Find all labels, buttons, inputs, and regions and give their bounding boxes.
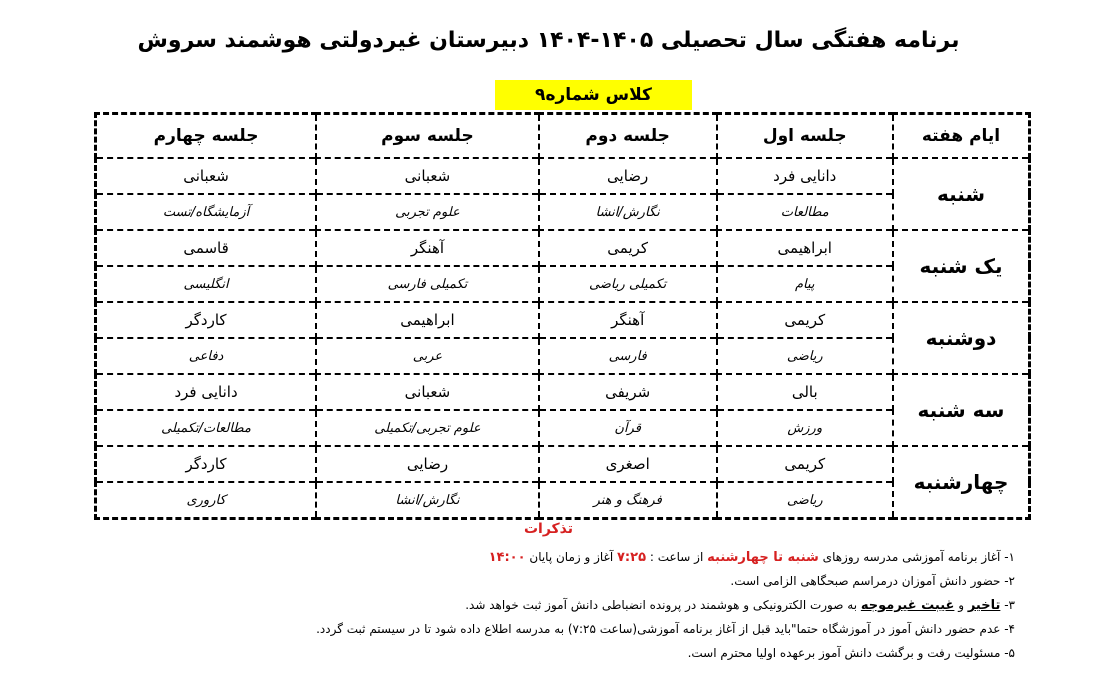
teacher-cell: شعبانی (316, 158, 539, 194)
table-row (96, 410, 1030, 446)
day-cell: دوشنبه (893, 302, 1030, 374)
header-session-4: جلسه چهارم (96, 114, 317, 159)
teacher-cell: ابراهیمی (717, 230, 893, 266)
subject-cell: علوم تجربی (316, 194, 539, 230)
subject-cell: پیام (717, 266, 893, 302)
subject-cell: عربی (316, 338, 539, 374)
teacher-cell: دانایی فرد (717, 158, 893, 194)
table-row (96, 446, 1030, 482)
note-1-start-time: ۷:۲۵ (617, 550, 647, 565)
subject-cell: تکمیلی ریاضی (539, 266, 717, 302)
day-cell: شنبه (893, 158, 1030, 230)
table-row (96, 266, 1030, 302)
note-1-text-a: ۱- آغاز برنامه آموزشی مدرسه روزهای (822, 550, 1015, 564)
note-4: ۴- عدم حضور دانش آموز در آموزشگاه حتما"باید قبل از آغاز برنامه آموزشی(ساعت ۷:۲۵) به مدرسه اطلاع داده شود تا در سیستم ثبت گردد. (316, 622, 1015, 636)
teacher-cell: کاردگر (96, 446, 317, 482)
note-5: ۵- مسئولیت رفت و برگشت دانش آموز برعهده اولیا محترم است. (687, 646, 1015, 660)
subject-cell: نگارش/انشا (316, 482, 539, 519)
teacher-cell: دانایی فرد (96, 374, 317, 410)
subject-cell: مطالعات/تکمیلی (96, 410, 317, 446)
subject-cell: ریاضی (717, 482, 893, 519)
note-3-and: و (958, 598, 965, 612)
subject-cell: ریاضی (717, 338, 893, 374)
teacher-cell: کریمی (539, 230, 717, 266)
note-3-text: به صورت الکترونیکی و هوشمند در پرونده انضباطی دانش آموز ثبت خواهد شد. (465, 598, 858, 612)
subject-cell: نگارش/انشا (539, 194, 717, 230)
schedule-table (94, 112, 1031, 520)
note-3-number: ۳- (1004, 598, 1015, 612)
subject-cell: آزمایشگاه/تست (96, 194, 317, 230)
table-row (96, 338, 1030, 374)
page-title: برنامه هفتگی سال تحصیلی ۱۴۰۵-۱۴۰۴ دبیرستان غیردولتی هوشمند سروش (137, 28, 960, 53)
table-row (96, 374, 1030, 410)
notes-list (115, 545, 1015, 665)
teacher-cell: ابراهیمی (316, 302, 539, 338)
header-session-1: جلسه اول (717, 114, 893, 159)
day-cell: سه شنبه (893, 374, 1030, 446)
note-3-delay: تاخیر (967, 598, 1001, 613)
notes-title: تذکرات (523, 521, 574, 537)
note-3-absence: غیبت غیرموجه (860, 598, 955, 613)
note-1-text-b: از ساعت : (649, 550, 704, 564)
subject-cell: مطالعات (717, 194, 893, 230)
subject-cell: قرآن (539, 410, 717, 446)
day-cell: یک شنبه (893, 230, 1030, 302)
teacher-cell: کاردگر (96, 302, 317, 338)
teacher-cell: شعبانی (96, 158, 317, 194)
subject-cell: انگلیسی (96, 266, 317, 302)
subject-cell: تکمیلی فارسی (316, 266, 539, 302)
header-session-3: جلسه سوم (316, 114, 539, 159)
header-session-2: جلسه دوم (539, 114, 717, 159)
table-row (96, 482, 1030, 519)
teacher-cell: شعبانی (316, 374, 539, 410)
table-row (96, 158, 1030, 194)
teacher-cell: کریمی (717, 302, 893, 338)
subject-cell: علوم تجربی/تکمیلی (316, 410, 539, 446)
note-1-days: شنبه تا چهارشنبه (707, 550, 819, 565)
teacher-cell: رضایی (539, 158, 717, 194)
teacher-cell: آهنگر (539, 302, 717, 338)
note-3 (115, 593, 1015, 617)
header-days: ایام هفته (893, 114, 1030, 159)
subject-cell: فرهنگ و هنر (539, 482, 717, 519)
note-1-text-c: آغاز و زمان پایان (529, 550, 614, 564)
subject-cell: ورزش (717, 410, 893, 446)
header-row (96, 114, 1030, 159)
teacher-cell: کریمی (717, 446, 893, 482)
table-row (96, 302, 1030, 338)
note-2: ۲- حضور دانش آموزان درمراسم صبحگاهی الزامی است. (730, 574, 1015, 588)
teacher-cell: آهنگر (316, 230, 539, 266)
teacher-cell: رضایی (316, 446, 539, 482)
day-cell: چهارشنبه (893, 446, 1030, 519)
note-1 (115, 545, 1015, 569)
table-row (96, 194, 1030, 230)
subject-cell: دفاعی (96, 338, 317, 374)
class-label: کلاس شماره۹ (495, 80, 692, 110)
teacher-cell: قاسمی (96, 230, 317, 266)
teacher-cell: بالی (717, 374, 893, 410)
note-1-end-time: ۱۴:۰۰ (488, 550, 526, 565)
teacher-cell: شریفی (539, 374, 717, 410)
teacher-cell: اصغری (539, 446, 717, 482)
table-row (96, 230, 1030, 266)
subject-cell: فارسی (539, 338, 717, 374)
subject-cell: کاروری (96, 482, 317, 519)
